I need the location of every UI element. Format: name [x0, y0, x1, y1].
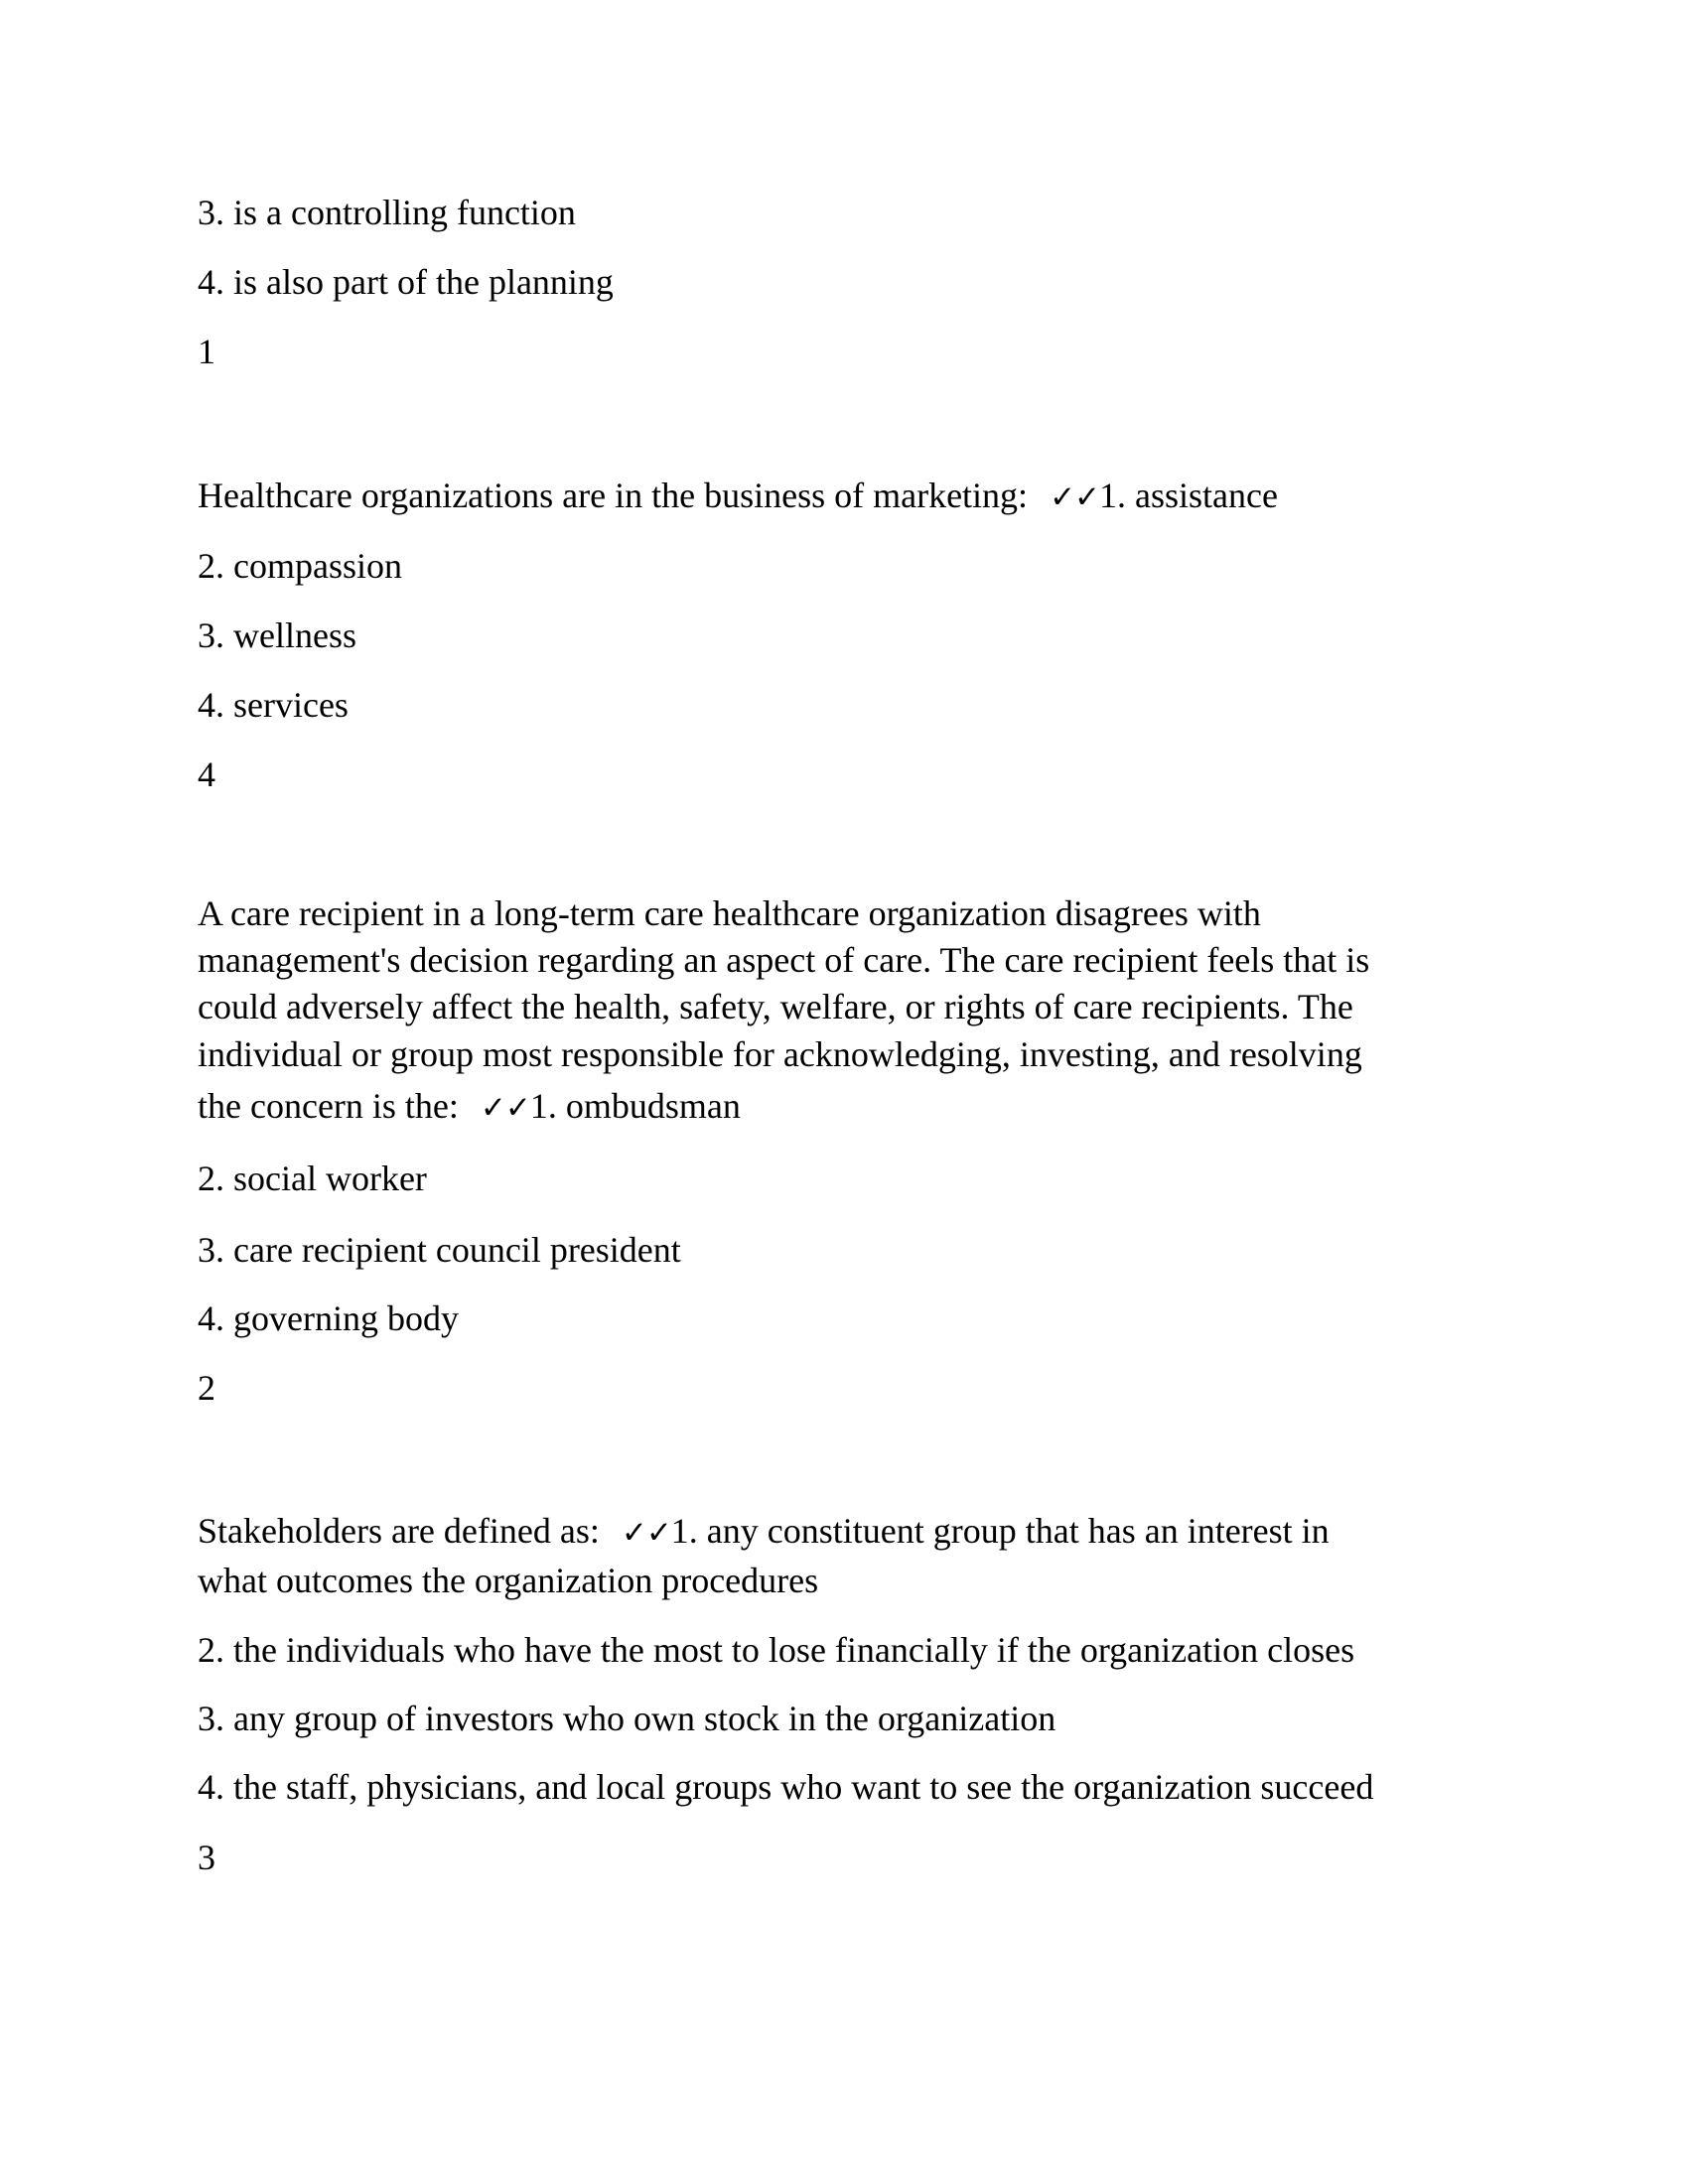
option-1: 1. any constituent group that has an interest in — [670, 1511, 1330, 1551]
option-3: 3. wellness — [198, 615, 356, 655]
option-3: 3. any group of investors who own stock in the organization — [198, 1699, 1056, 1738]
option-2: 2. social worker — [198, 1159, 427, 1198]
double-check-icon: ✓✓ — [480, 1090, 530, 1126]
option-1: 1. assistance — [1099, 476, 1278, 515]
option-1: 1. ombudsman — [529, 1086, 741, 1126]
option-3: 3. is a controlling function — [198, 193, 576, 232]
option-4: 4. is also part of the planning — [198, 262, 614, 302]
question-text — [198, 1511, 1330, 1553]
question-line: individual or group most responsible for acknowledging, investing, and resolving — [198, 1034, 1362, 1074]
option-2: 2. the individuals who have the most to lose financially if the organization closes — [198, 1630, 1355, 1670]
question-line: the concern is the: — [198, 1086, 459, 1126]
option-4: 4. governing body — [198, 1298, 459, 1338]
double-check-icon: ✓✓ — [1050, 479, 1100, 515]
option-2: 2. compassion — [198, 546, 402, 586]
option-3: 3. care recipient council president — [198, 1230, 681, 1270]
answer-number: 1 — [198, 332, 215, 371]
answer-number: 4 — [198, 754, 215, 794]
question-line-last — [198, 1086, 741, 1128]
option-1-continued: what outcomes the organization procedures — [198, 1561, 819, 1600]
option-4: 4. the staff, physicians, and local groups who want to see the organization succeed — [198, 1767, 1374, 1807]
question-text — [198, 476, 1278, 517]
answer-number: 2 — [198, 1368, 215, 1408]
question-line: management's decision regarding an aspect of care. The care recipient feels that is — [198, 940, 1370, 980]
question-line: Stakeholders are defined as: — [198, 1511, 600, 1551]
question-line: A care recipient in a long-term care healthcare organization disagrees with — [198, 893, 1261, 933]
question-line: could adversely affect the health, safety, welfare, or rights of care recipients. The — [198, 987, 1353, 1026]
double-check-icon: ✓✓ — [621, 1515, 671, 1551]
question-line: Healthcare organizations are in the business of marketing: — [198, 476, 1029, 515]
option-4: 4. services — [198, 685, 349, 725]
answer-number: 3 — [198, 1838, 215, 1877]
